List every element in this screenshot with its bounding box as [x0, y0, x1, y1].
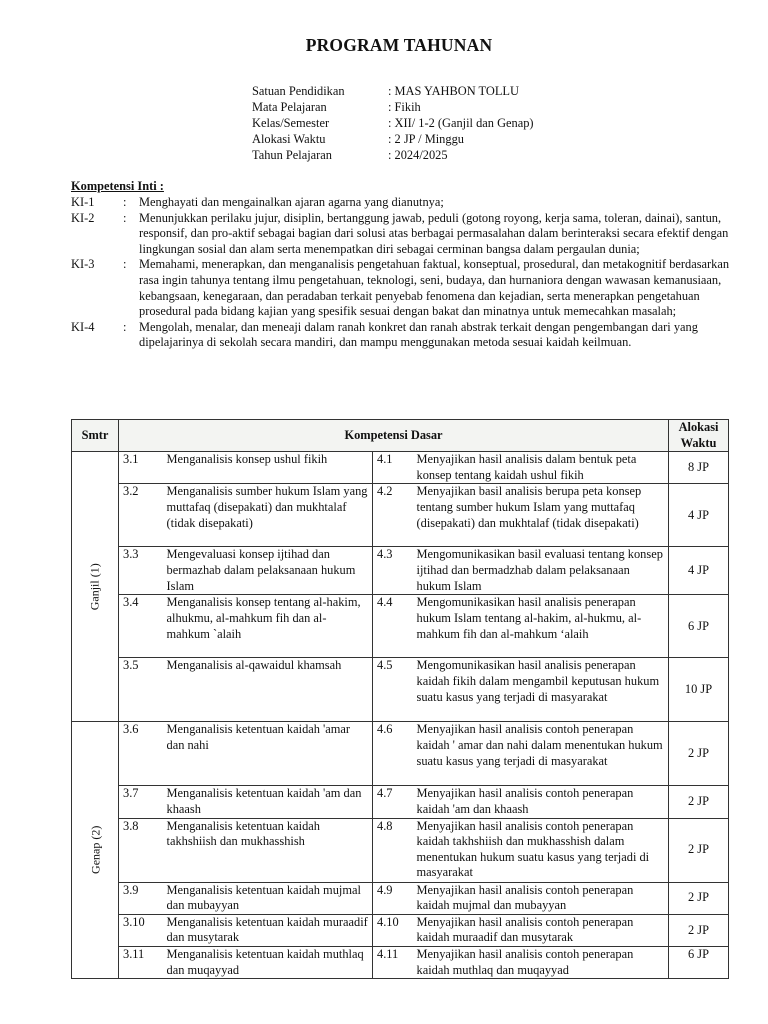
ki-text: Mengolah, menalar, dan meneaji dalam ranah konkret dan ranah abstrak terkait dengan pengembangan dari yang dipelajarinya di sekolah secara mandiri, dan mampu menggunakan metoda sesuai kaidah keilmuan. [139, 319, 698, 350]
table-row [72, 946, 729, 978]
semester-label: Genap (2) [88, 826, 103, 875]
document-title: PROGRAM TAHUNAN [305, 35, 493, 55]
ki-list [71, 195, 741, 351]
meta-value: : XII/ 1-2 (Ganjil dan Genap) [388, 116, 534, 130]
kd3-number: 3.8 [119, 818, 163, 882]
meta-value: : 2 JP / Minggu [388, 132, 464, 146]
kd4-number: 4.8 [373, 818, 413, 882]
ki-code: KI-2 [71, 210, 95, 225]
table-header-row [72, 420, 729, 452]
kd4-text: Menyajikan hasil analisis contoh penerapan kaidah takhshiish dan mukhasshish dalam menentukan hukum suatu kasus yang terjadi di masyarakat [413, 818, 669, 882]
kd3-number: 3.6 [119, 722, 163, 786]
table-row [72, 818, 729, 882]
kd3-text: Menganalisis ketentuan kaidah mujmal dan mubayyan [163, 882, 373, 914]
ki-code: KI-3 [71, 257, 95, 272]
kd4-text: Menyajikan basil analisis berupa peta konsep tentang sumber hukum Islam yang muttafaq (disepakati) dan mukhtalaf (tidak disepakati) [413, 484, 669, 547]
meta-label: Alokasi Waktu [252, 132, 326, 146]
ki-item-2 [71, 211, 741, 258]
kd4-number: 4.9 [373, 882, 413, 914]
kd4-number: 4.3 [373, 547, 413, 595]
alokasi-jp: 4 JP [669, 547, 729, 595]
alokasi-jp: 2 JP [669, 722, 729, 786]
semester-cell-ganjil [72, 452, 119, 722]
alokasi-jp: 8 JP [669, 452, 729, 484]
kd3-number: 3.1 [119, 452, 163, 484]
alokasi-jp: 2 JP [669, 818, 729, 882]
kd4-text: Mengomunikasikan hasil analisis penerapan kaidah fikih dalam mengambil keputusan hukum suatu kasus yang terjadi di masyarakat [413, 658, 669, 722]
kd4-text: Mengomunikasikan basil evaluasi tentang konsep ijtihad dan bermadzhab dalam pelaksanaan hukum Islam [413, 547, 669, 595]
meta-label: Mata Pelajaran [252, 100, 327, 114]
kd4-text: Menyajikan hasil analisis contoh penerapan kaidah muraadif dan musytarak [413, 914, 669, 946]
kd3-text: Menganalisis konsep tentang al-hakim, alhukmu, al-mahkum fih dan al- mahkum `alaih [163, 595, 373, 658]
ki-item-1 [71, 195, 741, 211]
meta-value: : 2024/2025 [388, 148, 448, 162]
kd4-text: Menyajikan hasil analisis contoh penerapan kaidah ' amar dan nahi dalam menentukan hukum suatu kasus yang terjadi di masyarakat [413, 722, 669, 786]
ki-text: Menunjukkan perilaku jujur, disiplin, bertanggung jawab, peduli (gotong royong, kerja sama, toleran, dainai), santun, responsif, dan pro-aktif sebagai bagian dari solusi atas berbagai permasalahan dalam berinteraksi secara efektif dengan lingkungan sosial dan alam serta menempatkan diri sebagai cerminan bangsa dalam pergaulan dunia; [139, 210, 729, 256]
kd3-number: 3.3 [119, 547, 163, 595]
header-alokasi-waktu: Alokasi Waktu [669, 420, 729, 452]
kd3-number: 3.10 [119, 914, 163, 946]
kd4-number: 4.7 [373, 786, 413, 818]
kd3-number: 3.7 [119, 786, 163, 818]
meta-label: Tahun Pelajaran [252, 148, 332, 162]
table-row [72, 658, 729, 722]
meta-row-satuan [252, 84, 534, 100]
meta-row-kelas [252, 116, 534, 132]
table-row [72, 722, 729, 786]
kd3-number: 3.9 [119, 882, 163, 914]
alokasi-jp: 2 JP [669, 914, 729, 946]
ki-text: Menghayati dan mengainalkan ajaran agarna yang dianutnya; [139, 195, 444, 209]
meta-row-alokasi [252, 132, 534, 148]
kd4-text: Mengomunikasikan hasil analisis penerapan hukum Islam tentang al-hakim, al-hukmu, al-mahkum fih dan al-mahkum ‘alaih [413, 595, 669, 658]
kd4-number: 4.11 [373, 946, 413, 978]
alokasi-jp: 2 JP [669, 786, 729, 818]
table-row [72, 547, 729, 595]
identity-block [252, 84, 534, 164]
table-row [72, 882, 729, 914]
kd3-text: Mengevaluasi konsep ijtihad dan bermazhab dalam pelaksanaan hukum Islam [163, 547, 373, 595]
ki-colon: : [123, 319, 127, 334]
kd3-text: Menganalisis sumber hukum Islam yang muttafaq (disepakati) dan mukhtalaf (tidak disepakati) [163, 484, 373, 547]
table-row [72, 452, 729, 484]
meta-label: Kelas/Semester [252, 116, 330, 130]
kd3-text: Menganalisis al-qawaidul khamsah [163, 658, 373, 722]
kd4-number: 4.2 [373, 484, 413, 547]
kd4-number: 4.10 [373, 914, 413, 946]
meta-value: : Fikih [388, 100, 421, 114]
header-kompetensi-dasar: Kompetensi Dasar [119, 420, 669, 452]
ki-heading: Kompetensi Inti : [71, 179, 164, 193]
alokasi-jp: 4 JP [669, 484, 729, 547]
table-row [72, 914, 729, 946]
kd4-number: 4.6 [373, 722, 413, 786]
kd3-text: Menganalisis ketentuan kaidah muthlaq dan muqayyad [163, 946, 373, 978]
kd4-text: Menyajikan hasil analisis contoh penerapan kaidah mujmal dan mubayyan [413, 882, 669, 914]
kd3-number: 3.4 [119, 595, 163, 658]
kd3-text: Menganalisis ketentuan kaidah 'am dan khaash [163, 786, 373, 818]
ki-code: KI-4 [71, 319, 95, 334]
kd4-text: Menyajikan hasil analisis dalam bentuk peta konsep tentang kaidah ushul fikih [413, 452, 669, 484]
ki-colon: : [123, 257, 127, 272]
ki-item-3 [71, 257, 741, 319]
kd3-text: Menganalisis ketentuan kaidah 'amar dan nahi [163, 722, 373, 786]
ki-code: KI-1 [71, 195, 95, 209]
kd4-number: 4.5 [373, 658, 413, 722]
kd3-number: 3.2 [119, 484, 163, 547]
alokasi-jp: 2 JP [669, 882, 729, 914]
ki-item-4 [71, 320, 741, 351]
kd3-text: Menganalisis ketentuan kaidah takhshiish dan mukhasshish [163, 818, 373, 882]
ki-text: Memahami, menerapkan, dan menganalisis pengetahuan faktual, konseptual, prosedural, dan metakognitif berdasarkan rasa ingin tahunya tentang ilmu pengetahuan, teknologi, seni, budaya, dan hurnaniora dengan wawasan kemanusiaan, kebangsaan, kenegaraan, dan peradaban terkait penyebab fenomena dan kejadian, serta menerapkan pengetahuan prosedural pada bidang kajian yang spesifik sesuai dengan bakat dan minatnya untuk memecahkan masalah; [139, 257, 730, 319]
header-smtr: Smtr [72, 420, 119, 452]
semester-cell-genap [72, 722, 119, 979]
kd4-number: 4.1 [373, 452, 413, 484]
semester-label: Ganjil (1) [87, 563, 102, 611]
alokasi-jp: 10 JP [669, 658, 729, 722]
ki-colon: : [123, 210, 127, 225]
alokasi-jp: 6 JP [669, 946, 729, 978]
kd3-number: 3.11 [119, 946, 163, 978]
kd4-number: 4.4 [373, 595, 413, 658]
table-row [72, 786, 729, 818]
kd4-text: Menyajikan hasil analisis contoh penerapan kaidah muthlaq dan muqayyad [413, 946, 669, 978]
meta-row-tahun [252, 148, 534, 164]
ki-colon: : [123, 195, 127, 209]
table-row [72, 484, 729, 547]
kd3-text: Menganalisis ketentuan kaidah muraadif dan musytarak [163, 914, 373, 946]
kompetensi-dasar-table [71, 419, 729, 979]
kd3-number: 3.5 [119, 658, 163, 722]
kd3-text: Menganalisis konsep ushul fikih [163, 452, 373, 484]
kd4-text: Menyajikan hasil analisis contoh penerapan kaidah 'am dan khaash [413, 786, 669, 818]
meta-label: Satuan Pendidikan [252, 84, 345, 98]
alokasi-jp: 6 JP [669, 595, 729, 658]
table-row [72, 595, 729, 658]
meta-row-mapel [252, 100, 534, 116]
meta-value: : MAS YAHBON TOLLU [388, 84, 519, 98]
